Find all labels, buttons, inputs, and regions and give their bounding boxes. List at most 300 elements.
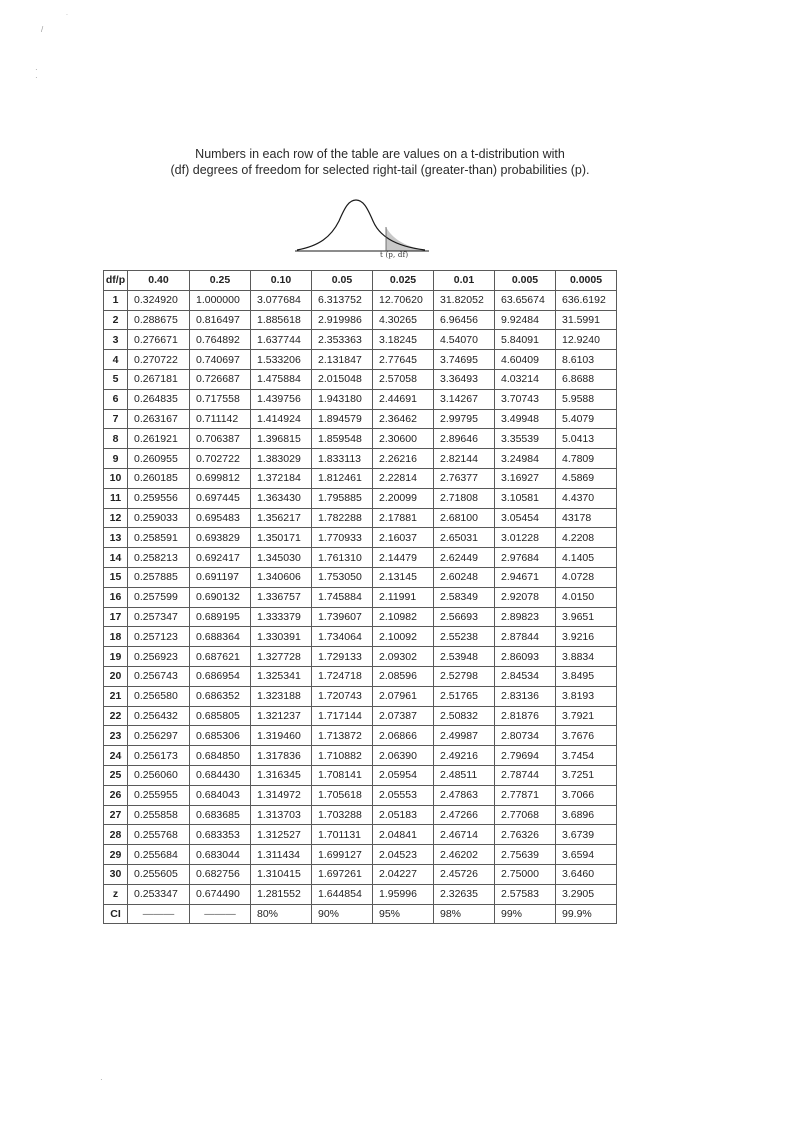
table-cell: 2.68100 bbox=[434, 508, 495, 528]
table-cell: 2.17881 bbox=[373, 508, 434, 528]
table-cell: 3.18245 bbox=[373, 330, 434, 350]
table-cell: 2.92078 bbox=[495, 587, 556, 607]
table-cell: 2.45726 bbox=[434, 864, 495, 884]
table-cell: 3.49948 bbox=[495, 409, 556, 429]
table-cell: 2.353363 bbox=[312, 330, 373, 350]
table-cell: 1.439756 bbox=[251, 389, 312, 409]
df-label: 14 bbox=[104, 548, 128, 568]
table-cell: 636.6192 bbox=[556, 290, 617, 310]
table-cell: 1.336757 bbox=[251, 587, 312, 607]
table-cell: 0.726687 bbox=[190, 369, 251, 389]
table-cell: 0.257123 bbox=[128, 627, 190, 647]
table-cell: 0.686954 bbox=[190, 666, 251, 686]
table-cell: 2.48511 bbox=[434, 765, 495, 785]
df-label: 20 bbox=[104, 666, 128, 686]
table-cell: 0.684850 bbox=[190, 746, 251, 766]
table-cell: 1.000000 bbox=[190, 290, 251, 310]
table-cell: 0.688364 bbox=[190, 627, 251, 647]
table-cell: 1.333379 bbox=[251, 607, 312, 627]
table-cell: 0.256580 bbox=[128, 686, 190, 706]
table-cell: ——— bbox=[190, 904, 251, 924]
table-cell: 1.710882 bbox=[312, 746, 373, 766]
table-row bbox=[104, 726, 617, 746]
table-cell: 2.58349 bbox=[434, 587, 495, 607]
table-cell: 1.885618 bbox=[251, 310, 312, 330]
table-cell: 0.255684 bbox=[128, 845, 190, 865]
table-cell: 3.70743 bbox=[495, 389, 556, 409]
table-cell: 0.263167 bbox=[128, 409, 190, 429]
table-cell: 6.313752 bbox=[312, 290, 373, 310]
table-cell: 2.94671 bbox=[495, 567, 556, 587]
table-cell: 0.683044 bbox=[190, 845, 251, 865]
table-cell: 6.96456 bbox=[434, 310, 495, 330]
table-cell: 2.07387 bbox=[373, 706, 434, 726]
table-cell: 2.60248 bbox=[434, 567, 495, 587]
table-cell: 1.319460 bbox=[251, 726, 312, 746]
table-cell: 4.5869 bbox=[556, 468, 617, 488]
scan-speck: · bbox=[35, 65, 38, 74]
table-cell: 0.690132 bbox=[190, 587, 251, 607]
df-label: 11 bbox=[104, 488, 128, 508]
table-cell: 99.9% bbox=[556, 904, 617, 924]
table-row bbox=[104, 508, 617, 528]
table-cell: 12.70620 bbox=[373, 290, 434, 310]
df-label: 28 bbox=[104, 825, 128, 845]
table-cell: 2.04523 bbox=[373, 845, 434, 865]
table-cell: 2.75639 bbox=[495, 845, 556, 865]
table-cell: 3.7454 bbox=[556, 746, 617, 766]
table-cell: 1.859548 bbox=[312, 429, 373, 449]
table-row bbox=[104, 805, 617, 825]
df-label: CI bbox=[104, 904, 128, 924]
table-cell: 2.13145 bbox=[373, 567, 434, 587]
df-label: 13 bbox=[104, 528, 128, 548]
table-cell: 0.255768 bbox=[128, 825, 190, 845]
table-cell: 0.256173 bbox=[128, 746, 190, 766]
table-cell: 80% bbox=[251, 904, 312, 924]
table-row bbox=[104, 587, 617, 607]
table-cell: 3.35539 bbox=[495, 429, 556, 449]
table-cell: 2.22814 bbox=[373, 468, 434, 488]
df-label: 3 bbox=[104, 330, 128, 350]
table-cell: 1.717144 bbox=[312, 706, 373, 726]
curve-label: t (p, df) bbox=[380, 251, 409, 259]
table-cell: 1.323188 bbox=[251, 686, 312, 706]
table-cell: 3.6896 bbox=[556, 805, 617, 825]
table-cell: 2.131847 bbox=[312, 350, 373, 370]
table-cell: 0.683685 bbox=[190, 805, 251, 825]
table-cell: 0.706387 bbox=[190, 429, 251, 449]
table-cell: 1.699127 bbox=[312, 845, 373, 865]
table-cell: 6.8688 bbox=[556, 369, 617, 389]
table-cell: 0.764892 bbox=[190, 330, 251, 350]
table-cell: 0.683353 bbox=[190, 825, 251, 845]
table-cell: 5.84091 bbox=[495, 330, 556, 350]
table-cell: 1.833113 bbox=[312, 449, 373, 469]
table-cell: 1.330391 bbox=[251, 627, 312, 647]
table-cell: 2.56693 bbox=[434, 607, 495, 627]
table-row bbox=[104, 706, 617, 726]
table-cell: 2.71808 bbox=[434, 488, 495, 508]
table-row bbox=[104, 528, 617, 548]
prob-header: 0.01 bbox=[434, 271, 495, 291]
table-cell: 2.10092 bbox=[373, 627, 434, 647]
table-cell: 2.89823 bbox=[495, 607, 556, 627]
table-cell: 2.77871 bbox=[495, 785, 556, 805]
table-cell: 0.692417 bbox=[190, 548, 251, 568]
table-cell: 98% bbox=[434, 904, 495, 924]
df-label: 4 bbox=[104, 350, 128, 370]
table-cell: 1.325341 bbox=[251, 666, 312, 686]
df-label: 29 bbox=[104, 845, 128, 865]
table-cell: 3.6739 bbox=[556, 825, 617, 845]
table-cell: 4.54070 bbox=[434, 330, 495, 350]
df-label: 27 bbox=[104, 805, 128, 825]
table-cell: 1.396815 bbox=[251, 429, 312, 449]
table-cell: 1.350171 bbox=[251, 528, 312, 548]
table-cell: 2.06866 bbox=[373, 726, 434, 746]
intro-line-2: (df) degrees of freedom for selected right-tail (greater-than) probabilities (p). bbox=[170, 163, 590, 177]
table-cell: 3.8495 bbox=[556, 666, 617, 686]
table-cell: 2.919986 bbox=[312, 310, 373, 330]
table-cell: 2.26216 bbox=[373, 449, 434, 469]
table-cell: 1.637744 bbox=[251, 330, 312, 350]
df-label: 16 bbox=[104, 587, 128, 607]
table-cell: 2.32635 bbox=[434, 884, 495, 904]
table-row bbox=[104, 567, 617, 587]
table-cell: 1.697261 bbox=[312, 864, 373, 884]
table-cell: 1.533206 bbox=[251, 350, 312, 370]
table-cell: 5.4079 bbox=[556, 409, 617, 429]
table-cell: 1.761310 bbox=[312, 548, 373, 568]
table-cell: 3.6594 bbox=[556, 845, 617, 865]
table-cell: 2.83136 bbox=[495, 686, 556, 706]
table-cell: 0.685306 bbox=[190, 726, 251, 746]
table-cell: 2.08596 bbox=[373, 666, 434, 686]
table-cell: 0.256432 bbox=[128, 706, 190, 726]
density-curve-line bbox=[297, 200, 425, 250]
table-cell: 0.258213 bbox=[128, 548, 190, 568]
table-cell: 3.10581 bbox=[495, 488, 556, 508]
table-cell: 1.812461 bbox=[312, 468, 373, 488]
table-cell: 5.9588 bbox=[556, 389, 617, 409]
table-row bbox=[104, 686, 617, 706]
table-row bbox=[104, 785, 617, 805]
df-label: 18 bbox=[104, 627, 128, 647]
table-cell: 2.015048 bbox=[312, 369, 373, 389]
prob-header: 0.005 bbox=[495, 271, 556, 291]
table-cell: 0.257347 bbox=[128, 607, 190, 627]
prob-header: 0.40 bbox=[128, 271, 190, 291]
table-cell: 2.57058 bbox=[373, 369, 434, 389]
df-label: 23 bbox=[104, 726, 128, 746]
scan-speck: / bbox=[41, 25, 44, 34]
table-row bbox=[104, 429, 617, 449]
table-cell: 12.9240 bbox=[556, 330, 617, 350]
table-cell: 0.256743 bbox=[128, 666, 190, 686]
table-cell: 1.729133 bbox=[312, 647, 373, 667]
df-label: 17 bbox=[104, 607, 128, 627]
table-cell: 0.684043 bbox=[190, 785, 251, 805]
scan-speck: · bbox=[100, 1075, 103, 1084]
table-cell: 1.701131 bbox=[312, 825, 373, 845]
table-cell: 1.327728 bbox=[251, 647, 312, 667]
table-cell: 2.87844 bbox=[495, 627, 556, 647]
scan-speck: ˙ bbox=[66, 13, 69, 22]
table-cell: 2.76326 bbox=[495, 825, 556, 845]
table-cell: 3.01228 bbox=[495, 528, 556, 548]
table-cell: 0.258591 bbox=[128, 528, 190, 548]
table-cell: 2.04227 bbox=[373, 864, 434, 884]
table-cell: 0.270722 bbox=[128, 350, 190, 370]
table-cell: 1.943180 bbox=[312, 389, 373, 409]
table-cell: 0.259556 bbox=[128, 488, 190, 508]
table-cell: 0.687621 bbox=[190, 647, 251, 667]
table-cell: 0.260955 bbox=[128, 449, 190, 469]
table-cell: 1.475884 bbox=[251, 369, 312, 389]
table-cell: 3.36493 bbox=[434, 369, 495, 389]
table-cell: 1.705618 bbox=[312, 785, 373, 805]
table-cell: 0.695483 bbox=[190, 508, 251, 528]
table-cell: 4.0150 bbox=[556, 587, 617, 607]
table-cell: 0.264835 bbox=[128, 389, 190, 409]
table-cell: 0.267181 bbox=[128, 369, 190, 389]
table-cell: 0.689195 bbox=[190, 607, 251, 627]
df-label: 10 bbox=[104, 468, 128, 488]
table-cell: 0.256923 bbox=[128, 647, 190, 667]
table-cell: 1.312527 bbox=[251, 825, 312, 845]
table-cell: 0.682756 bbox=[190, 864, 251, 884]
table-cell: 2.47863 bbox=[434, 785, 495, 805]
table-cell: 31.82052 bbox=[434, 290, 495, 310]
table-cell: 0.717558 bbox=[190, 389, 251, 409]
df-label: 2 bbox=[104, 310, 128, 330]
table-cell: 3.14267 bbox=[434, 389, 495, 409]
table-cell: 3.05454 bbox=[495, 508, 556, 528]
t-distribution-curve bbox=[293, 191, 433, 259]
table-cell: 2.49216 bbox=[434, 746, 495, 766]
table-cell: 8.6103 bbox=[556, 350, 617, 370]
table-row bbox=[104, 330, 617, 350]
table-cell: 2.75000 bbox=[495, 864, 556, 884]
table-cell: 2.57583 bbox=[495, 884, 556, 904]
t-distribution-table bbox=[103, 270, 617, 924]
table-cell: 0.260185 bbox=[128, 468, 190, 488]
table-cell: 1.383029 bbox=[251, 449, 312, 469]
table-cell: 1.356217 bbox=[251, 508, 312, 528]
table-row bbox=[104, 765, 617, 785]
table-cell: 0.685805 bbox=[190, 706, 251, 726]
table-cell: 3.74695 bbox=[434, 350, 495, 370]
table-cell: ——— bbox=[128, 904, 190, 924]
table-cell: 2.62449 bbox=[434, 548, 495, 568]
table-cell: 1.713872 bbox=[312, 726, 373, 746]
table-cell: 0.255605 bbox=[128, 864, 190, 884]
table-intro bbox=[100, 146, 660, 178]
table-cell: 2.10982 bbox=[373, 607, 434, 627]
table-cell: 3.9651 bbox=[556, 607, 617, 627]
table-cell: 2.49987 bbox=[434, 726, 495, 746]
table-cell: 2.44691 bbox=[373, 389, 434, 409]
table-row bbox=[104, 369, 617, 389]
table-cell: 0.276671 bbox=[128, 330, 190, 350]
table-cell: 0.702722 bbox=[190, 449, 251, 469]
table-cell: 2.50832 bbox=[434, 706, 495, 726]
table-row bbox=[104, 864, 617, 884]
table-cell: 4.2208 bbox=[556, 528, 617, 548]
table-cell: 4.4370 bbox=[556, 488, 617, 508]
table-cell: 1.703288 bbox=[312, 805, 373, 825]
table-cell: 2.89646 bbox=[434, 429, 495, 449]
table-row bbox=[104, 468, 617, 488]
table-cell: 9.92484 bbox=[495, 310, 556, 330]
table-row bbox=[104, 825, 617, 845]
table-cell: 2.20099 bbox=[373, 488, 434, 508]
table-cell: 2.76377 bbox=[434, 468, 495, 488]
table-cell: 3.8193 bbox=[556, 686, 617, 706]
table-cell: 4.30265 bbox=[373, 310, 434, 330]
df-label: 21 bbox=[104, 686, 128, 706]
table-cell: 1.753050 bbox=[312, 567, 373, 587]
table-cell: 2.65031 bbox=[434, 528, 495, 548]
prob-header: 0.10 bbox=[251, 271, 312, 291]
table-cell: 4.60409 bbox=[495, 350, 556, 370]
table-cell: 0.674490 bbox=[190, 884, 251, 904]
table-cell: 2.05183 bbox=[373, 805, 434, 825]
prob-header: 0.25 bbox=[190, 271, 251, 291]
df-label: 26 bbox=[104, 785, 128, 805]
table-cell: 2.06390 bbox=[373, 746, 434, 766]
table-cell: 0.693829 bbox=[190, 528, 251, 548]
table-cell: 0.261921 bbox=[128, 429, 190, 449]
table-row bbox=[104, 449, 617, 469]
table-row bbox=[104, 409, 617, 429]
table-cell: 1.313703 bbox=[251, 805, 312, 825]
table-row bbox=[104, 290, 617, 310]
table-cell: 2.11991 bbox=[373, 587, 434, 607]
table-cell: 3.7066 bbox=[556, 785, 617, 805]
table-cell: 1.281552 bbox=[251, 884, 312, 904]
table-row bbox=[104, 666, 617, 686]
table-cell: 0.257885 bbox=[128, 567, 190, 587]
table-cell: 1.708141 bbox=[312, 765, 373, 785]
df-label: 12 bbox=[104, 508, 128, 528]
bell-curve-graphic bbox=[293, 191, 433, 259]
table-cell: 0.699812 bbox=[190, 468, 251, 488]
table-cell: 1.782288 bbox=[312, 508, 373, 528]
table-row bbox=[104, 904, 617, 924]
table-cell: 3.9216 bbox=[556, 627, 617, 647]
table-cell: 4.0728 bbox=[556, 567, 617, 587]
df-label: 8 bbox=[104, 429, 128, 449]
prob-header: 0.025 bbox=[373, 271, 434, 291]
table-row bbox=[104, 389, 617, 409]
table-body bbox=[104, 290, 617, 924]
table-cell: 2.05954 bbox=[373, 765, 434, 785]
table-cell: 2.04841 bbox=[373, 825, 434, 845]
table-cell: 1.363430 bbox=[251, 488, 312, 508]
table-cell: 95% bbox=[373, 904, 434, 924]
table-cell: 2.97684 bbox=[495, 548, 556, 568]
table-row bbox=[104, 884, 617, 904]
table-cell: 2.51765 bbox=[434, 686, 495, 706]
table-cell: 2.79694 bbox=[495, 746, 556, 766]
table-row bbox=[104, 627, 617, 647]
table-cell: 0.253347 bbox=[128, 884, 190, 904]
table-cell: 3.077684 bbox=[251, 290, 312, 310]
table-cell: 99% bbox=[495, 904, 556, 924]
table-row bbox=[104, 647, 617, 667]
prob-header: 0.05 bbox=[312, 271, 373, 291]
table-cell: 1.894579 bbox=[312, 409, 373, 429]
corner-cell: df/p bbox=[104, 271, 128, 291]
table-cell: 1.310415 bbox=[251, 864, 312, 884]
table-cell: 0.259033 bbox=[128, 508, 190, 528]
table-cell: 0.255955 bbox=[128, 785, 190, 805]
table-row bbox=[104, 607, 617, 627]
table-cell: 0.684430 bbox=[190, 765, 251, 785]
prob-header: 0.0005 bbox=[556, 271, 617, 291]
table-cell: 2.99795 bbox=[434, 409, 495, 429]
table-cell: 2.53948 bbox=[434, 647, 495, 667]
table-cell: 2.46714 bbox=[434, 825, 495, 845]
table-cell: 1.745884 bbox=[312, 587, 373, 607]
df-label: 30 bbox=[104, 864, 128, 884]
table-cell: 2.36462 bbox=[373, 409, 434, 429]
table-cell: 1.795885 bbox=[312, 488, 373, 508]
scan-speck: · bbox=[35, 73, 38, 82]
table-cell: 90% bbox=[312, 904, 373, 924]
table-cell: 1.316345 bbox=[251, 765, 312, 785]
df-label: 5 bbox=[104, 369, 128, 389]
df-label: 7 bbox=[104, 409, 128, 429]
table-cell: 1.345030 bbox=[251, 548, 312, 568]
table-cell: 2.77645 bbox=[373, 350, 434, 370]
table-cell: 2.78744 bbox=[495, 765, 556, 785]
table-cell: 1.372184 bbox=[251, 468, 312, 488]
table-cell: 2.86093 bbox=[495, 647, 556, 667]
table-row bbox=[104, 310, 617, 330]
table-cell: 2.82144 bbox=[434, 449, 495, 469]
table-cell: 0.711142 bbox=[190, 409, 251, 429]
table-cell: 1.321237 bbox=[251, 706, 312, 726]
table-row bbox=[104, 350, 617, 370]
table-cell: 0.816497 bbox=[190, 310, 251, 330]
table-cell: 1.340606 bbox=[251, 567, 312, 587]
df-label: 15 bbox=[104, 567, 128, 587]
table-cell: 0.691197 bbox=[190, 567, 251, 587]
table-cell: 5.0413 bbox=[556, 429, 617, 449]
table-cell: 2.81876 bbox=[495, 706, 556, 726]
table-cell: 4.7809 bbox=[556, 449, 617, 469]
table-cell: 3.7251 bbox=[556, 765, 617, 785]
table-cell: 4.1405 bbox=[556, 548, 617, 568]
table-cell: 0.256060 bbox=[128, 765, 190, 785]
table-cell: 1.314972 bbox=[251, 785, 312, 805]
df-label: 19 bbox=[104, 647, 128, 667]
table-cell: 1.311434 bbox=[251, 845, 312, 865]
intro-line-1: Numbers in each row of the table are values on a t-distribution with bbox=[195, 147, 565, 161]
table-cell: 1.739607 bbox=[312, 607, 373, 627]
table-cell: 0.697445 bbox=[190, 488, 251, 508]
table-cell: 2.46202 bbox=[434, 845, 495, 865]
table-cell: 2.55238 bbox=[434, 627, 495, 647]
table-cell: 0.686352 bbox=[190, 686, 251, 706]
table-cell: 3.16927 bbox=[495, 468, 556, 488]
table-cell: 2.47266 bbox=[434, 805, 495, 825]
table-cell: 2.05553 bbox=[373, 785, 434, 805]
table-cell: 2.07961 bbox=[373, 686, 434, 706]
